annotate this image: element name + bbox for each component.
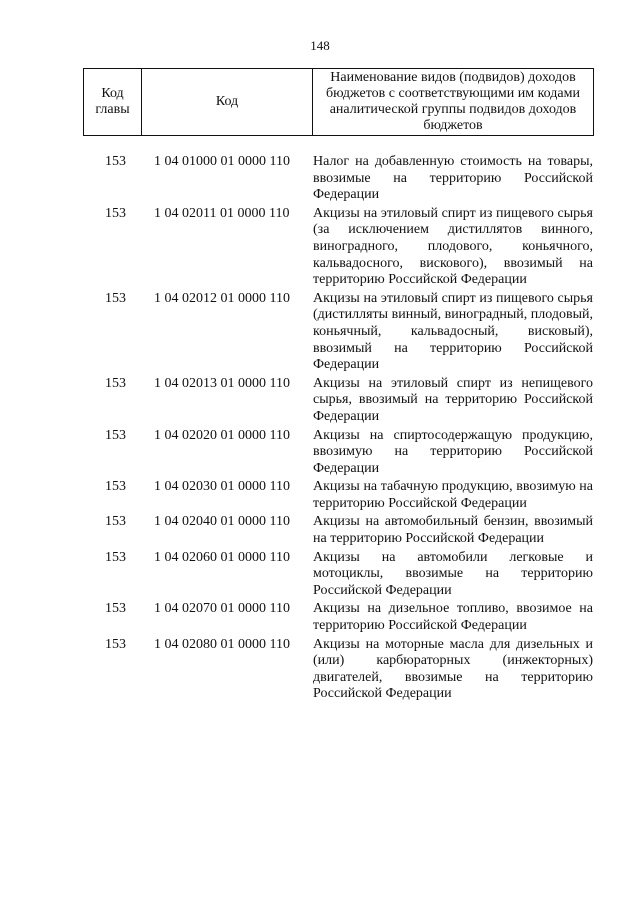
table-row <box>83 154 594 204</box>
table-row <box>83 601 594 634</box>
table-body <box>83 154 594 703</box>
chapter-code: 153 <box>105 549 126 565</box>
table-row <box>83 479 594 512</box>
header-code: Код <box>142 69 313 136</box>
budget-code: 1 04 02013 01 0000 110 <box>154 375 290 391</box>
revenue-name: Акцизы на этиловый спирт из пищевого сырья (за исключением дистиллятов винного, виноградного, плодового, коньячного, кальвадосного, вискового), ввозимый на территорию Российской Федерации <box>313 205 593 288</box>
table-row <box>83 291 594 374</box>
chapter-code: 153 <box>105 636 126 652</box>
chapter-code: 153 <box>105 205 126 221</box>
chapter-code: 153 <box>105 601 126 617</box>
budget-code: 1 04 02080 01 0000 110 <box>154 636 290 652</box>
budget-code: 1 04 02030 01 0000 110 <box>154 479 290 495</box>
chapter-code: 153 <box>105 479 126 495</box>
header-chapter-code: Код главы <box>84 69 142 136</box>
revenue-name: Акцизы на автомобильный бензин, ввозимый на территорию Российской Федерации <box>313 514 593 547</box>
budget-code: 1 04 01000 01 0000 110 <box>154 154 290 169</box>
revenue-name: Акцизы на дизельное топливо, ввозимое на территорию Российской Федерации <box>313 601 593 634</box>
table-row <box>83 376 594 426</box>
header-name: Наименование видов (подвидов) доходов бюджетов с соответствующими им кодами аналитической группы подвидов доходов бюджетов <box>313 69 594 136</box>
budget-code: 1 04 02070 01 0000 110 <box>154 601 290 617</box>
revenue-name: Акцизы на автомобили легковые и мотоциклы, ввозимые на территорию Российской Федерации <box>313 549 593 598</box>
budget-code: 1 04 02012 01 0000 110 <box>154 290 290 306</box>
revenue-name: Акцизы на моторные масла для дизельных и (или) карбюраторных (инжекторных) двигателей, ввозимые на территорию Российской Федерации <box>313 636 593 702</box>
table-row <box>83 206 594 289</box>
page-number: 148 <box>310 38 330 53</box>
budget-code: 1 04 02040 01 0000 110 <box>154 514 290 530</box>
table-row <box>83 637 594 703</box>
table-header <box>83 68 594 136</box>
budget-code: 1 04 02011 01 0000 110 <box>154 205 290 221</box>
table-row <box>83 550 594 600</box>
revenue-name: Акцизы на этиловый спирт из пищевого сырья (дистилляты винный, виноградный, плодовый, коньячный, кальвадосный, висковый), ввозимый на территорию Российской Федерации <box>313 290 593 373</box>
revenue-name: Акцизы на табачную продукцию, ввозимую на территорию Российской Федерации <box>313 479 593 511</box>
table-row <box>83 428 594 478</box>
chapter-code: 153 <box>105 375 126 391</box>
budget-code: 1 04 02020 01 0000 110 <box>154 427 290 443</box>
revenue-name: Акцизы на этиловый спирт из непищевого сырья, ввозимый на территорию Российской Федерации <box>313 375 593 424</box>
chapter-code: 153 <box>105 154 126 169</box>
revenue-name: Налог на добавленную стоимость на товары, ввозимые на территорию Российской Федерации <box>313 154 593 203</box>
revenue-name: Акцизы на спиртосодержащую продукцию, ввозимую на территорию Российской Федерации <box>313 427 593 476</box>
chapter-code: 153 <box>105 290 126 306</box>
chapter-code: 153 <box>105 427 126 443</box>
chapter-code: 153 <box>105 514 126 530</box>
budget-code: 1 04 02060 01 0000 110 <box>154 549 290 565</box>
table-row <box>83 514 594 547</box>
